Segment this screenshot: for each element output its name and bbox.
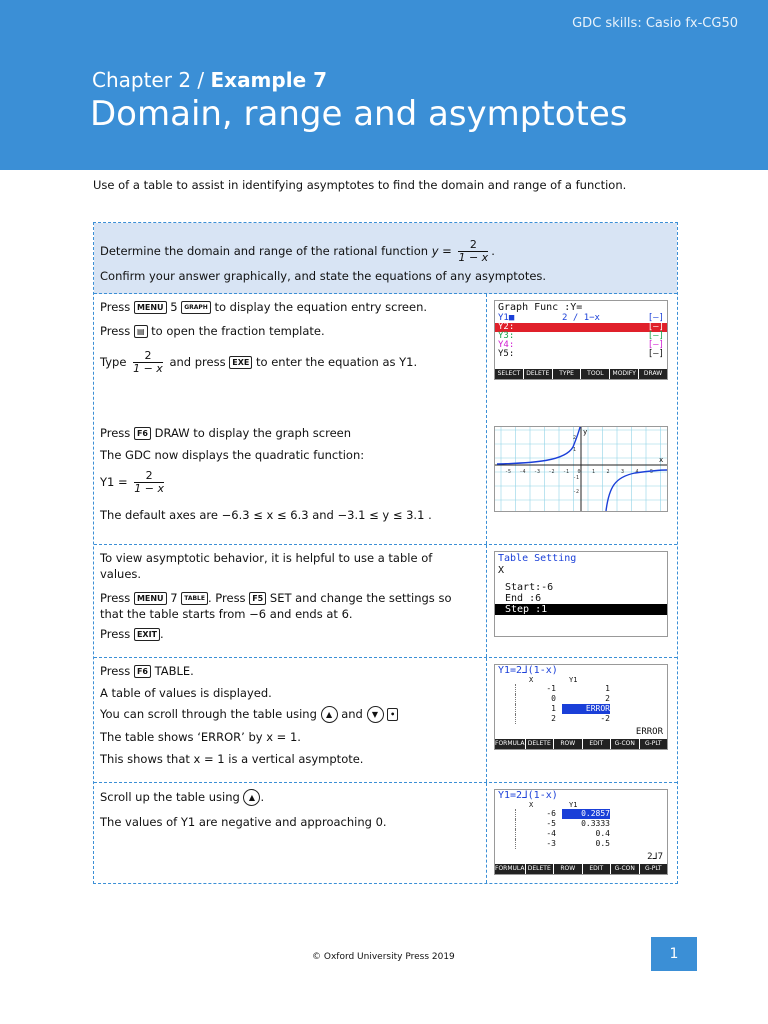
- screen-table-scrolled: [494, 789, 668, 875]
- screen1-header: Graph Func :Y=: [498, 302, 583, 313]
- fkey-label: TOOL: [581, 369, 609, 379]
- up-arrow-key-icon: ▲: [321, 706, 338, 723]
- step5-values-text: The values of Y1 are negative and approaching 0.: [100, 815, 387, 829]
- task-fraction: $\frac{2}{1 - x}$: [458, 238, 489, 264]
- fkey-label: ROW: [554, 864, 582, 874]
- task-line-2: Confirm your answer graphically, and state the equations of any asymptotes.: [100, 269, 547, 283]
- y-axis-label: y: [583, 428, 588, 436]
- step1-line-2: Press ▤ to open the fraction template.: [100, 324, 325, 338]
- step2-line-2: The GDC now displays the quadratic function:: [100, 448, 365, 462]
- screen5-bottom: 2⅃7: [647, 852, 663, 862]
- screen4-col-x: X: [529, 676, 534, 684]
- screen4-fkey-bar: [495, 739, 667, 749]
- step2-fraction: $\frac{2}{1 - x}$: [134, 469, 165, 495]
- page-title: Domain, range and asymptotes: [90, 94, 628, 134]
- fraction-key-icon: ▤: [134, 325, 148, 338]
- menu-key-icon: MENU: [134, 592, 167, 605]
- screen3-title: Table Setting: [498, 553, 577, 564]
- fkey-label: TYPE: [553, 369, 581, 379]
- step4-error-text: The table shows ‘ERROR’ by x = 1.: [100, 730, 301, 744]
- x-tick-label: -4: [519, 469, 526, 475]
- screen1-fkey-bar: [495, 369, 667, 379]
- step3-line-5: Press EXIT .: [100, 627, 164, 641]
- step4-line-3: You can scroll through the table using ▲ and ▼ •: [100, 706, 398, 723]
- screen5-formula: Y1=2⅃(1-x): [498, 790, 558, 801]
- screen1-row: Y1■ 2 / 1−x [—]: [498, 313, 664, 323]
- x-axis-label: x: [659, 456, 664, 464]
- curve-right-branch: [606, 470, 667, 511]
- example-table: [93, 222, 678, 884]
- fkey-label: MODIFY: [610, 369, 638, 379]
- step1-fraction: $\frac{2}{1 - x}$: [133, 349, 163, 375]
- task-line-1: Determine the domain and range of the rational function y = $\frac{2}{1 - x}$ .: [100, 238, 495, 264]
- y-tick-label: 2: [573, 435, 577, 441]
- step-row-4: [94, 658, 677, 783]
- screen-table-setting: [494, 551, 668, 637]
- step4-line-2: A table of values is displayed.: [100, 686, 272, 700]
- x-tick-label: 3: [621, 469, 625, 475]
- fkey-label: DELETE: [524, 369, 552, 379]
- f5-key-icon: F5: [249, 592, 266, 605]
- menu-key-icon: MENU: [134, 301, 167, 314]
- screen3-end: End :6: [505, 593, 542, 604]
- fkey-label: ROW: [554, 739, 582, 749]
- header-banner: [0, 0, 768, 170]
- screen5-col-y: Y1: [569, 801, 578, 809]
- screen4-formula: Y1=2⅃(1-x): [498, 665, 558, 676]
- x-tick-label: -5: [505, 469, 512, 475]
- up-arrow-key-icon: ▲: [243, 789, 260, 806]
- table-row: -4 0.4: [515, 829, 667, 839]
- x-tick-label: 2: [606, 469, 610, 475]
- f6-key-icon: F6: [134, 427, 151, 440]
- fkey-label: G-CON: [611, 864, 639, 874]
- screen-table-values: [494, 664, 668, 750]
- screen1-row: Y4: [—]: [498, 340, 664, 350]
- table-row: -3 0.5: [515, 839, 667, 849]
- f6-key-icon: F6: [134, 665, 151, 678]
- y-tick-label: -2: [573, 489, 580, 495]
- chapter-label: Chapter 2 / Example 7: [92, 68, 328, 92]
- screen5-col-x: X: [529, 801, 534, 809]
- step3-line-2: values.: [100, 567, 142, 581]
- curve-left-branch: [497, 427, 580, 464]
- step-row-5: [94, 783, 677, 883]
- y-tick-label: 1: [573, 447, 577, 453]
- screen4-col-y: Y1: [569, 676, 578, 684]
- exit-key-icon: EXIT: [134, 628, 160, 641]
- fkey-label: DELETE: [526, 864, 554, 874]
- fkey-label: FORMULA: [495, 865, 525, 872]
- fkey-label: G-PLT: [640, 864, 668, 874]
- fkey-label: DELETE: [526, 739, 554, 749]
- x-tick-label: -1: [563, 469, 570, 475]
- screen-graph-plot: [494, 426, 668, 512]
- fkey-label: EDIT: [583, 739, 611, 749]
- task-row: [94, 223, 677, 294]
- step1-line-1: Press MENU 5 GRAPH to display the equation entry screen.: [100, 300, 428, 314]
- fkey-label: G-PLT: [640, 739, 668, 749]
- step1-line-3: Type $\frac{2}{1 - x}$ and press EXE to enter the equation as Y1.: [100, 349, 418, 375]
- fkey-label: EDIT: [583, 864, 611, 874]
- table-row: 2 -2: [515, 714, 667, 724]
- table-key-icon: TABLE: [181, 592, 208, 605]
- graph-key-icon: GRAPH: [181, 301, 211, 314]
- screen3-step: Step :1: [495, 604, 667, 615]
- screen3-x: X: [498, 565, 505, 576]
- intro-text: Use of a table to assist in identifying asymptotes to find the domain and range of a function.: [93, 178, 627, 192]
- step3-line-3: Press MENU 7 TABLE . Press F5 SET and change the settings so: [100, 591, 452, 605]
- screen4-bottom: ERROR: [635, 727, 663, 737]
- screen5-fkey-bar: [495, 864, 667, 874]
- step3-line-1: To view asymptotic behavior, it is helpful to use a table of: [100, 551, 433, 565]
- x-tick-label: -3: [534, 469, 541, 475]
- screen-graph-func: [494, 300, 668, 380]
- fkey-label: DRAW: [639, 369, 667, 379]
- step3-line-4: that the table starts from −6 and ends at 6.: [100, 607, 353, 621]
- x-tick-label: 4: [635, 469, 639, 475]
- x-tick-label: 1: [592, 469, 596, 475]
- down-arrow-key-icon: ▼: [367, 706, 384, 723]
- step5-line-1: Scroll up the table using ▲ .: [100, 790, 265, 804]
- step2-axes-text: The default axes are −6.3 ≤ x ≤ 6.3 and −3.1 ≤ y ≤ 3.1 .: [100, 508, 432, 522]
- screen1-row: Y2: [—]: [495, 323, 667, 332]
- table-row: 0 2: [515, 694, 667, 704]
- step4-asymptote-text: This shows that x = 1 is a vertical asymptote.: [100, 752, 364, 766]
- table-row: -5 0.3333: [515, 819, 667, 829]
- screen1-row: Y5: [—]: [498, 349, 664, 359]
- graph-plot-svg: [495, 427, 667, 511]
- x-tick-label: -2: [548, 469, 555, 475]
- step2-line-3: Y1 = $\frac{2}{1 - x}$: [100, 469, 165, 495]
- exe-key-icon: EXE: [229, 356, 252, 369]
- copyright-footer: © Oxford University Press 2019: [312, 952, 455, 962]
- table-row: 1 ERROR: [515, 704, 667, 714]
- fkey-label: FORMULA: [495, 740, 525, 747]
- step4-line-1: Press F6 TABLE.: [100, 664, 194, 678]
- step2-line-1: Press F6 DRAW to display the graph screen: [100, 426, 352, 440]
- page-number: 1: [651, 937, 697, 971]
- screen3-start: Start:-6: [505, 582, 554, 593]
- step-row-1: [94, 294, 677, 545]
- x-tick-label: 5: [650, 469, 654, 475]
- y-tick-label: -1: [573, 475, 580, 481]
- fkey-label: G-CON: [611, 739, 639, 749]
- step-row-3: [94, 545, 677, 658]
- x-tick-label: 0: [577, 469, 581, 475]
- table-row: -6 0.2857: [515, 809, 667, 819]
- gdc-skills-label: GDC skills: Casio fx-CG50: [572, 16, 738, 31]
- fkey-label: SELECT: [495, 369, 523, 379]
- screen1-row: Y3: [—]: [498, 331, 664, 341]
- dot-key-icon: •: [387, 708, 398, 721]
- table-row: -1 1: [515, 684, 667, 694]
